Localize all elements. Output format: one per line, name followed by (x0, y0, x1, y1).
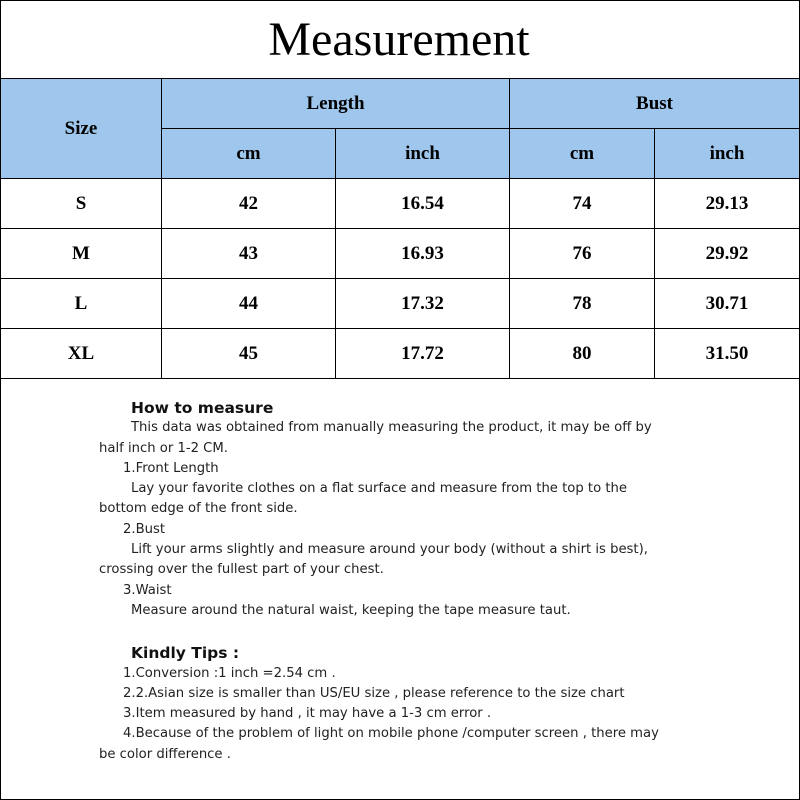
step-title-bust: 2.Bust (123, 521, 166, 537)
kindly-tips-heading: Kindly Tips : (131, 644, 240, 663)
table-header-row (1, 79, 800, 129)
tip-item: 1.Conversion :1 inch =2.54 cm . (123, 665, 336, 681)
step-text: Measure around the natural waist, keeping the tape measure taut. (131, 602, 571, 618)
unit-header: inch (655, 129, 800, 179)
value-cell: 16.93 (336, 229, 510, 279)
unit-header: cm (510, 129, 655, 179)
unit-header: inch (336, 129, 510, 179)
intro-text: half inch or 1-2 CM. (99, 440, 228, 456)
table-row (1, 229, 800, 279)
table-row (1, 279, 800, 329)
measure-instructions (99, 398, 739, 765)
value-cell: 80 (510, 329, 655, 379)
value-cell: 17.72 (336, 329, 510, 379)
size-column-header: Size (1, 79, 162, 179)
step-text: Lift your arms slightly and measure around your body (without a shirt is best), (131, 542, 648, 558)
size-cell: XL (1, 329, 162, 379)
value-cell: 78 (510, 279, 655, 329)
value-cell: 16.54 (336, 179, 510, 229)
table-row (1, 329, 800, 379)
size-table (0, 78, 800, 379)
value-cell: 31.50 (655, 329, 800, 379)
step-text: crossing over the fullest part of your chest. (99, 562, 384, 578)
unit-header: cm (162, 129, 336, 179)
tip-item: 4.Because of the problem of light on mobile phone /computer screen , there may (123, 726, 659, 742)
step-text: bottom edge of the front side. (99, 501, 298, 517)
intro-text: This data was obtained from manually measuring the product, it may be off by (131, 420, 652, 436)
size-cell: S (1, 179, 162, 229)
value-cell: 45 (162, 329, 336, 379)
value-cell: 44 (162, 279, 336, 329)
size-cell: M (1, 229, 162, 279)
tip-item: be color difference . (99, 746, 231, 762)
size-cell: L (1, 279, 162, 329)
table-row (1, 179, 800, 229)
step-text: Lay your favorite clothes on a flat surface and measure from the top to the (131, 481, 627, 497)
step-title-waist: 3.Waist (123, 582, 172, 598)
value-cell: 43 (162, 229, 336, 279)
value-cell: 29.92 (655, 229, 800, 279)
page-title: Measurement (268, 12, 530, 66)
value-cell: 74 (510, 179, 655, 229)
how-to-measure-heading: How to measure (131, 399, 274, 417)
spacer (99, 621, 739, 643)
bust-group-header: Bust (510, 79, 800, 129)
step-title-front-length: 1.Front Length (123, 460, 219, 476)
tip-item: 2.2.Asian size is smaller than US/EU size , please reference to the size chart (123, 685, 625, 701)
value-cell: 76 (510, 229, 655, 279)
value-cell: 42 (162, 179, 336, 229)
value-cell: 29.13 (655, 179, 800, 229)
value-cell: 17.32 (336, 279, 510, 329)
value-cell: 30.71 (655, 279, 800, 329)
tip-item: 3.Item measured by hand , it may have a 1-3 cm error . (123, 706, 492, 722)
length-group-header: Length (162, 79, 510, 129)
